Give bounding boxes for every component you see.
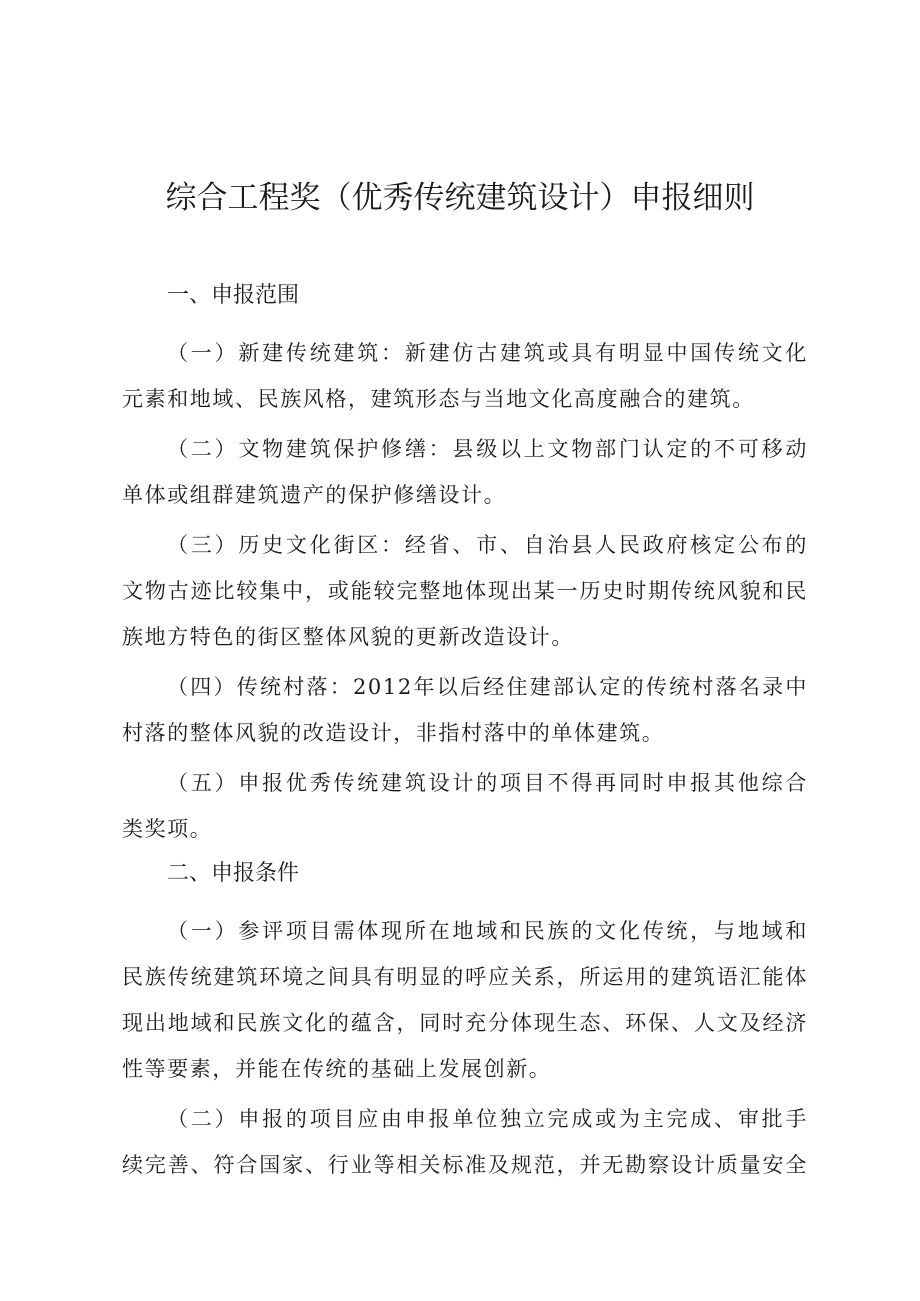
paragraph-line: （一）参评项目需体现所在地域和民族的文化传统，与地域和 <box>167 919 808 943</box>
paragraph <box>122 1096 808 1188</box>
paragraph <box>122 426 808 518</box>
paragraph-line: 性等要素，并能在传统的基础上发展创新。 <box>122 1057 552 1081</box>
paragraph-line: 类奖项。 <box>122 817 213 841</box>
paragraph <box>122 522 808 660</box>
document-title: 综合工程奖（优秀传统建筑设计）申报细则 <box>165 180 755 216</box>
paragraph-line: （四）传统村落：2012年以后经住建部认定的传统村落名录中 <box>167 675 808 699</box>
paragraph-line: 民族传统建筑环境之间具有明显的呼应关系，所运用的建筑语汇能体 <box>122 965 808 989</box>
paragraph-line: （二）文物建筑保护修缮：县级以上文物部门认定的不可移动 <box>167 437 808 461</box>
paragraph-line: （三）历史文化街区：经省、市、自治县人民政府核定公布的 <box>167 533 808 557</box>
paragraph-line: 文物古迹比较集中，或能较完整地体现出某一历史时期传统风貌和民 <box>122 579 808 603</box>
paragraph-line: 元素和地域、民族风格，建筑形态与当地文化高度融合的建筑。 <box>122 387 755 411</box>
paragraph-line: 族地方特色的街区整体风貌的更新改造设计。 <box>122 625 574 649</box>
paragraph-line: 村落的整体风貌的改造设计，非指村落中的单体建筑。 <box>122 721 665 745</box>
section-heading-scope: 一、申报范围 <box>167 283 300 308</box>
paragraph-line: 单体或组群建筑遗产的保护修缮设计。 <box>122 483 507 507</box>
section-heading-conditions: 二、申报条件 <box>167 861 300 886</box>
paragraph-line: 续完善、符合国家、行业等相关标准及规范，并无勘察设计质量安全 <box>122 1153 808 1177</box>
paragraph-line: 现出地域和民族文化的蕴含，同时充分体现生态、环保、人文及经济 <box>122 1011 808 1035</box>
paragraph-line: （五）申报优秀传统建筑设计的项目不得再同时申报其他综合 <box>167 771 808 795</box>
paragraph <box>122 664 808 756</box>
paragraph <box>122 330 808 422</box>
document-body <box>122 278 808 1192</box>
paragraph <box>122 908 808 1092</box>
paragraph-line: （一）新建传统建筑：新建仿古建筑或具有明显中国传统文化 <box>167 341 808 365</box>
paragraph <box>122 760 808 852</box>
paragraph-line: （二）申报的项目应由申报单位独立完成或为主完成、审批手 <box>167 1107 808 1131</box>
